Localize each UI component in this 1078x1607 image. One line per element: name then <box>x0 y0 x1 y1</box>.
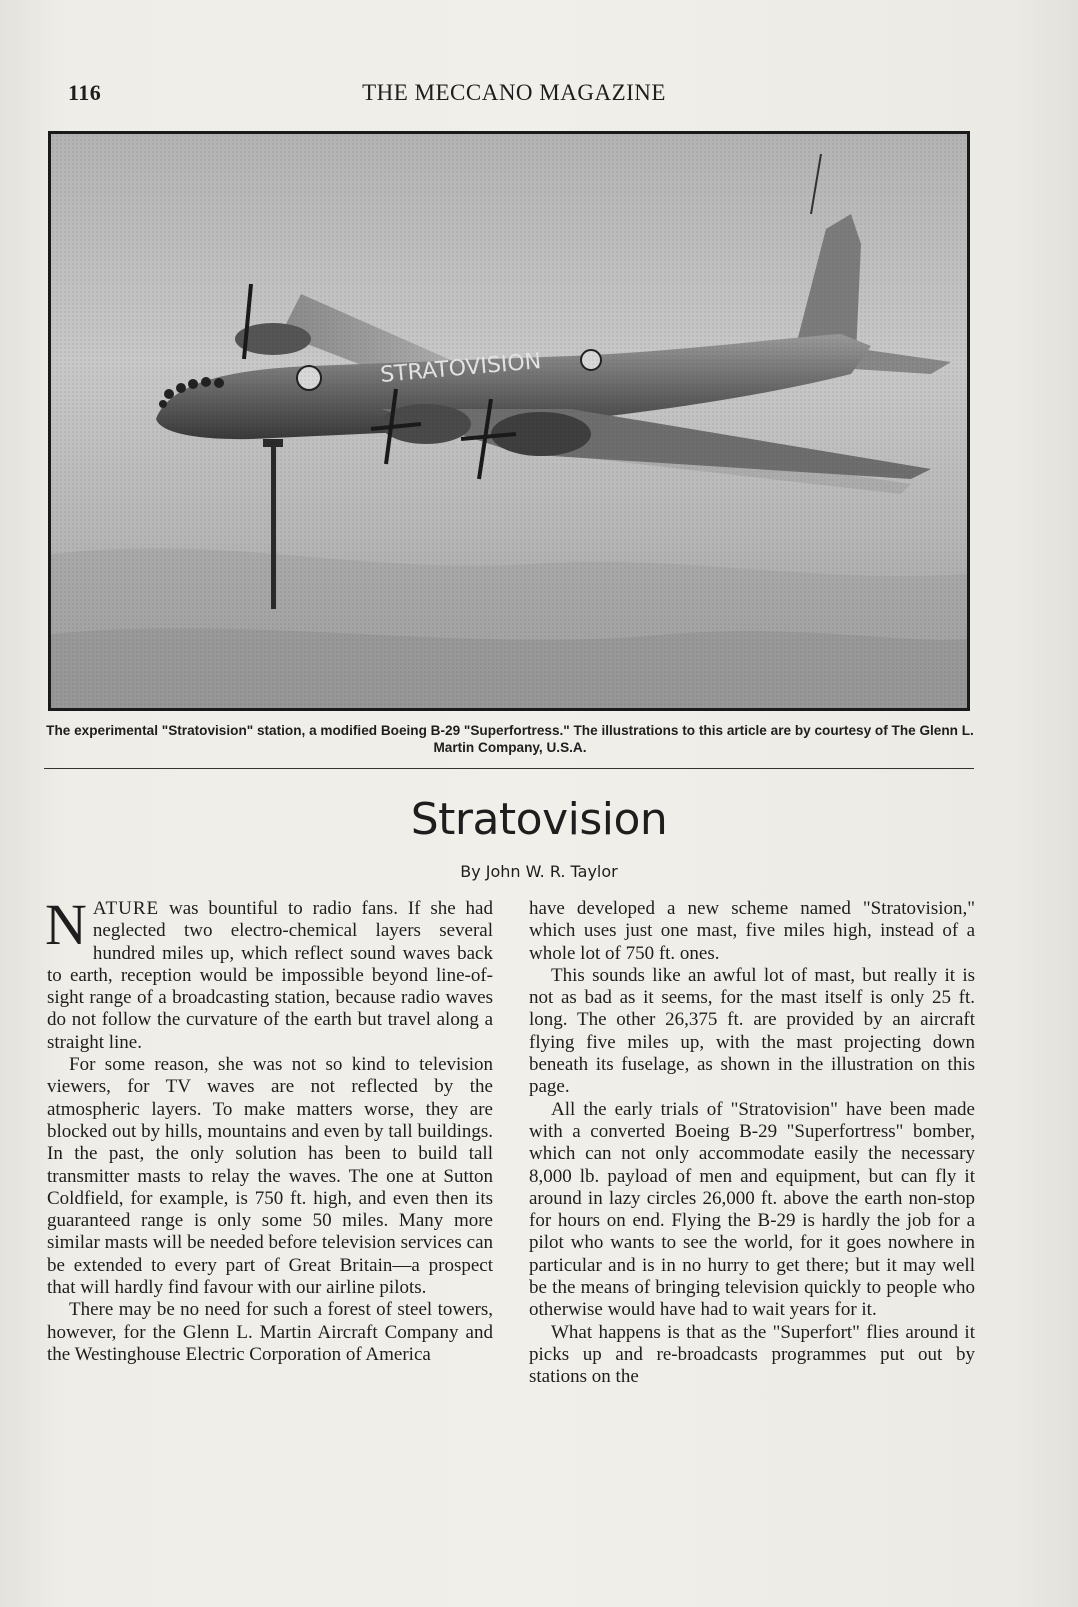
paragraph: have developed a new scheme named "Stratovision," which uses just one mast, five miles high, instead of a whole lot of 750 ft. ones. <box>529 898 975 964</box>
b29-stratovision-illustration <box>51 134 967 708</box>
article-title: Stratovision <box>410 794 668 845</box>
page-number: 116 <box>68 80 102 105</box>
paragraph: What happens is that as the "Superfort" flies around it picks up and re-broadcasts programmes put out by stations on the <box>529 1321 975 1388</box>
left-column <box>45 892 493 1366</box>
page-header <box>66 80 962 110</box>
paragraph <box>45 892 493 1054</box>
photo-caption: The experimental "Stratovision" station, a modified Boeing B-29 "Superfortress." The illustrations to this article are by courtesy of The Glenn L. Martin Company, U.S.A. <box>46 723 974 755</box>
paragraph: There may be no need for such a forest of steel towers, however, for the Glenn L. Martin Aircraft Company and the Westinghouse Electric Corporation of America <box>47 1299 493 1365</box>
paragraph: For some reason, she was not so kind to television viewers, for TV waves are not reflected by the atmospheric layers. To make matters worse, they are blocked out by hills, mountains and even by tall buildings. In the past, the only solution has been to build tall transmitter masts to relay the waves. The one at Sutton Coldfield, for example, is 750 ft. high, and even then its guaranteed range is only some 50 miles. Many more similar masts will be needed before television services can be extended to every part of Great Britain—a prospect that will hardly find favour with our airline pilots. <box>47 1054 493 1299</box>
magazine-title: THE MECCANO MAGAZINE <box>362 80 666 105</box>
paragraph: This sounds like an awful lot of mast, but really it is not as bad as it seems, for the mast itself is only 25 ft. long. The other 26,375 ft. are provided by an aircraft flying five miles up, with the mast projecting down beneath its fuselage, as shown in the illustration on this page. <box>529 964 975 1098</box>
caption-rule <box>44 768 974 769</box>
lead-smallcaps: ATURE <box>92 898 160 919</box>
paragraph-text: was bountiful to radio fans. If she had neglected two electro-chemical layers several hundred miles up, which reflect sound waves back to earth, reception would be impossible beyond line-of-sight range of a broadcasting station, because radio waves do not follow the curvature of the earth but travel along a straight line. <box>47 898 493 1053</box>
right-column <box>529 898 975 1389</box>
byline: By John W. R. Taylor <box>460 862 618 881</box>
paragraph: All the early trials of "Stratovision" have been made with a converted Boeing B-29 "Superfortress" bomber, which can not only accommodate easily the necessary 8,000 lb. payload of men and equipment, but can fly it around in lazy circles 26,000 ft. above the earth non-stop for hours on end. Flying the B-29 is hardly the job for a pilot who wants to see the world, for it goes nowhere in particular and is in no hurry to get there; but it may well be the means of bringing television quickly to people who otherwise would have had to wait years for it. <box>529 1098 975 1321</box>
drop-cap: N <box>45 892 87 957</box>
aircraft-photo <box>48 131 970 711</box>
